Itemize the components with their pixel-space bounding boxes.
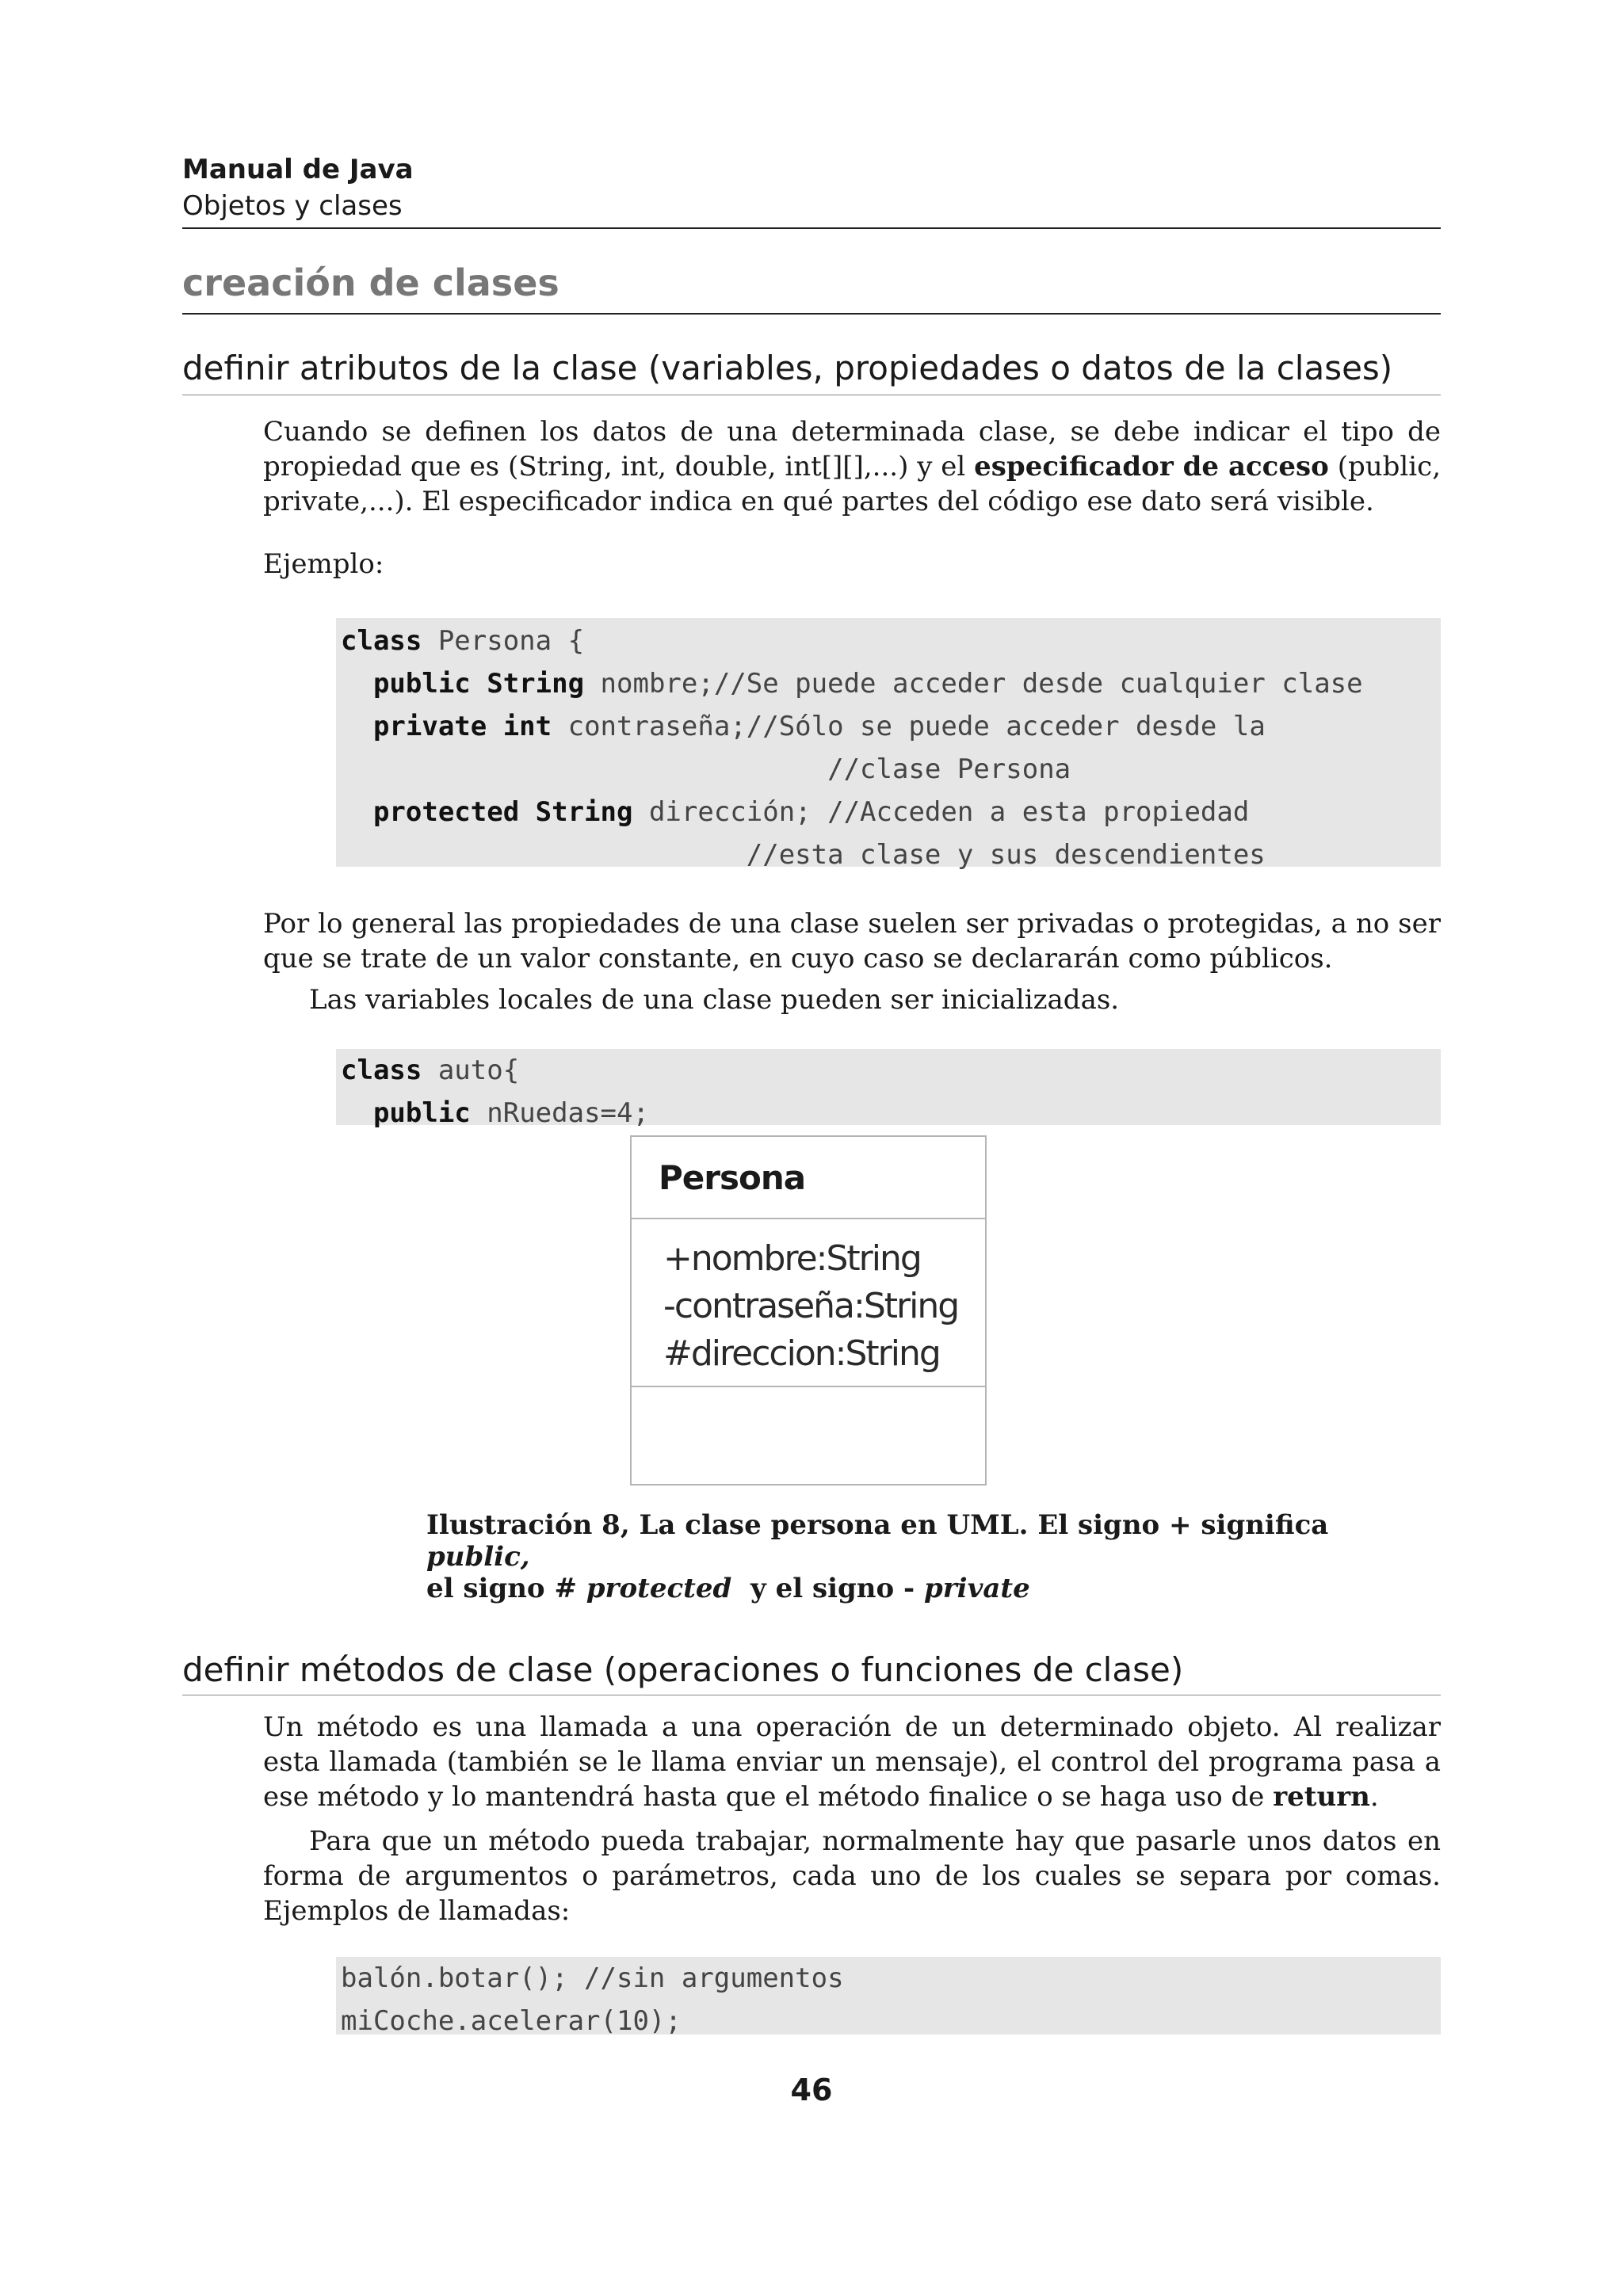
text-run: Ilustración 8, La clase persona en UML. El signo + significa [426, 1509, 1329, 1541]
caption-line-1 [426, 1509, 1377, 1573]
code-text [341, 668, 373, 700]
paragraph-methods-intro [263, 1710, 1441, 1814]
header-rule [182, 227, 1441, 229]
code-block-auto [336, 1049, 1441, 1129]
code-text: nombre; [584, 668, 714, 700]
uml-attribute: +nombre:String [663, 1238, 921, 1279]
text-run: Cuando se definen los datos de una determinada clase, se debe indicar el tipo de propiedad que es (String, int, double, int[][],...) y el [263, 416, 1441, 482]
uml-class-diagram [630, 1135, 987, 1486]
uml-attributes [632, 1219, 985, 1387]
code-comment: //Acceden a esta propiedad [827, 796, 1250, 828]
code-line [336, 1957, 1441, 2000]
code-keyword: private int [372, 711, 552, 742]
paragraph-local-variables: Las variables locales de una clase pueden ser inicializadas. [309, 984, 1120, 1016]
section-rule [182, 313, 1441, 315]
uml-class-name: Persona [632, 1137, 985, 1219]
figure-caption [426, 1509, 1377, 1604]
code-keyword: class [341, 625, 422, 657]
code-text: auto{ [422, 1055, 520, 1086]
text-run: el signo # [426, 1573, 586, 1604]
code-text: nRuedas=4; [470, 1097, 649, 1129]
caption-line-2 [426, 1573, 1377, 1604]
code-keyword: public [372, 1097, 471, 1129]
code-block-calls [336, 1957, 1441, 2035]
page-number: 46 [790, 2073, 833, 2107]
code-text [341, 839, 747, 871]
code-comment: //esta clase y sus descendientes [746, 839, 1266, 871]
subsection-title-attributes: definir atributos de la clase (variables, propiedades o datos de la clases) [182, 349, 1393, 387]
code-text [341, 796, 373, 828]
italic-term: public, [426, 1541, 530, 1573]
code-text: balón.botar(); //sin argumentos [341, 1962, 844, 1994]
code-line [336, 748, 1441, 791]
code-text [341, 753, 827, 785]
italic-term: protected [586, 1573, 732, 1604]
code-line [336, 833, 1441, 876]
header-subtitle: Objetos y clases [182, 190, 403, 222]
example-label: Ejemplo: [263, 548, 384, 580]
paragraph-attributes-intro [263, 414, 1441, 519]
code-keyword: class [341, 1055, 422, 1086]
code-text: contraseña; [552, 711, 747, 742]
code-line [336, 705, 1441, 748]
code-block-persona [336, 618, 1441, 871]
uml-attribute: -contraseña:String [663, 1286, 959, 1326]
bold-term: especificador de acceso [974, 451, 1329, 482]
text-run: Un método es una llamada a una operación de un determinado objeto. Al realizar esta llamada (también se le llama enviar un mensaje), el control del programa pasa a ese método y lo mantendrá hasta que el método finalice o se haga uso de [263, 1711, 1441, 1813]
code-line [336, 1049, 1441, 1092]
paragraph-arguments: Para que un método pueda trabajar, normalmente hay que pasarle unos datos en forma de argumentos o parámetros, cada uno de los cuales se separa por comas. Ejemplos de llamadas: [263, 1825, 1441, 1927]
text-run: (public, private,...). El especificador indica en qué partes del código ese dato será visible. [263, 451, 1441, 517]
subsection-title-methods: definir métodos de clase (operaciones o funciones de clase) [182, 1650, 1184, 1689]
code-text [341, 1097, 373, 1129]
italic-term: private [923, 1573, 1030, 1604]
code-line [336, 662, 1441, 705]
code-text: miCoche.acelerar(10); [341, 2005, 682, 2037]
code-comment: //Se puede acceder desde cualquier clase [713, 668, 1363, 700]
text-run: . [1369, 1781, 1379, 1813]
code-comment: //Sólo se puede acceder desde la [746, 711, 1266, 742]
header-title: Manual de Java [182, 154, 414, 185]
code-line [336, 620, 1441, 662]
code-text: dirección; [632, 796, 828, 828]
uml-attribute: #direccion:String [663, 1333, 940, 1374]
code-line [336, 791, 1441, 833]
code-text [341, 711, 373, 742]
section-title: creación de clases [182, 261, 559, 304]
code-line [336, 1092, 1441, 1135]
code-keyword: protected String [372, 796, 633, 828]
code-keyword: public String [372, 668, 585, 700]
code-text: Persona { [422, 625, 585, 657]
paragraph-properties: Por lo general las propiedades de una clase suelen ser privadas o protegidas, a no ser que se trate de un valor constante, en cuyo caso se declararán como públicos. [263, 908, 1441, 974]
code-comment: //clase Persona [827, 753, 1071, 785]
code-line [336, 2000, 1441, 2042]
text-run: y el signo - [731, 1573, 924, 1604]
bold-term: return [1273, 1781, 1370, 1813]
